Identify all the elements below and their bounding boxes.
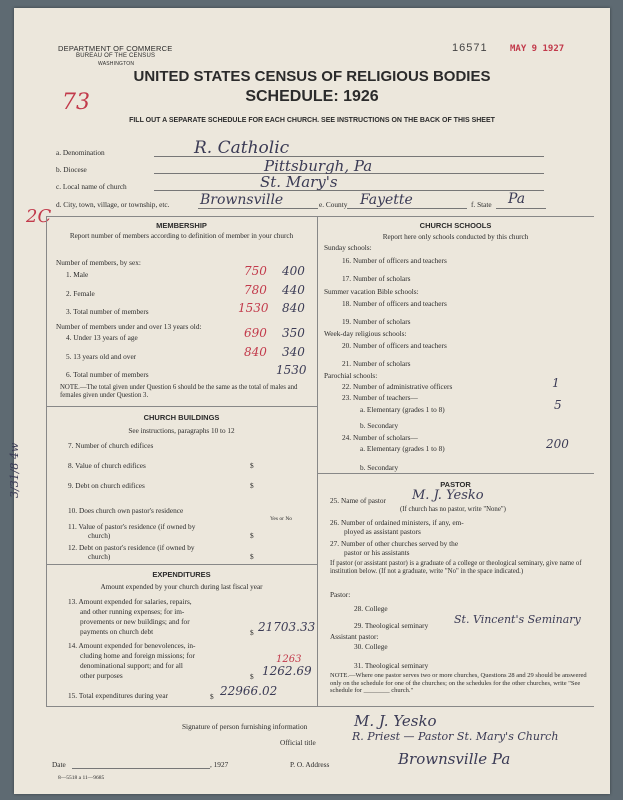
state-value: Pa bbox=[508, 191, 526, 207]
membership-heading: MEMBERSHIP bbox=[156, 221, 207, 230]
q30-label: 30. College bbox=[354, 642, 388, 651]
official-title-value: R. Priest — Pastor St. Mary's Church bbox=[352, 730, 559, 743]
date-year: , 1927 bbox=[210, 760, 229, 769]
schedule-title: SCHEDULE: 1926 bbox=[245, 88, 379, 105]
local-name-label: c. Local name of church bbox=[56, 182, 127, 191]
q20-label: 20. Number of officers and teachers bbox=[342, 341, 447, 350]
graduate-note: If pastor (or assistant pastor) is a graduate of a college or theological seminary, give name of institution below. (If not a graduate, write "No" in the space indicated.) bbox=[330, 560, 582, 575]
q2-value-red: 780 bbox=[244, 283, 267, 297]
q15-label: 15. Total expenditures during year bbox=[68, 691, 169, 700]
q24b-label: b. Secondary bbox=[360, 463, 399, 472]
q6-value: 1530 bbox=[276, 363, 307, 377]
state-label: f. State bbox=[471, 200, 492, 209]
q9-label: 9. Debt on church edifices bbox=[68, 481, 145, 490]
q12-label-2: church) bbox=[88, 552, 111, 561]
q9-dollar: $ bbox=[250, 481, 254, 490]
q10-label: 10. Does church own pastor's residence bbox=[68, 506, 184, 515]
q16-label: 16. Number of officers and teachers bbox=[342, 256, 447, 265]
schools-heading: CHURCH SCHOOLS bbox=[419, 221, 492, 230]
membership-note: NOTE.—The total given under Question 6 should be the same as the total of males and females given under Question 3. bbox=[60, 384, 298, 399]
q31-label: 31. Theological seminary bbox=[354, 661, 429, 670]
q5-label: 5. 13 years old and over bbox=[66, 352, 137, 361]
instruction-line: FILL OUT A SEPARATE SCHEDULE FOR EACH CHURCH. SEE INSTRUCTIONS ON THE BACK OF THIS SHEET bbox=[129, 117, 495, 124]
q13-label-4: payments on church debt bbox=[80, 627, 154, 636]
local-name-value: St. Mary's bbox=[260, 173, 338, 191]
denomination-value: R. Catholic bbox=[194, 138, 290, 158]
county-value: Fayette bbox=[360, 192, 413, 208]
q14-value: 1262.69 bbox=[262, 664, 312, 678]
q12-dollar: $ bbox=[250, 552, 254, 561]
q11-label-2: church) bbox=[88, 531, 111, 540]
q25-value: M. J. Yesko bbox=[412, 488, 484, 503]
q3-label: 3. Total number of members bbox=[66, 307, 149, 316]
q15-dollar: $ bbox=[210, 692, 214, 701]
q22-value: 1 bbox=[552, 376, 560, 390]
q24a-label: a. Elementary (grades 1 to 8) bbox=[360, 444, 445, 453]
q29-value: St. Vincent's Seminary bbox=[454, 613, 581, 626]
q22-label: 22. Number of administrative officers bbox=[342, 382, 453, 391]
q2-value: 440 bbox=[282, 283, 305, 297]
q2-label: 2. Female bbox=[66, 289, 95, 298]
county-label: e. County bbox=[319, 200, 348, 209]
q21-label: 21. Number of scholars bbox=[342, 359, 411, 368]
q14-dollar: $ bbox=[250, 672, 254, 681]
q13-dollar: $ bbox=[250, 628, 254, 637]
q17-label: 17. Number of scholars bbox=[342, 274, 411, 283]
q23-label: 23. Number of teachers— bbox=[342, 393, 418, 402]
q13-value: 21703.33 bbox=[258, 620, 316, 634]
margin-note: 3/31/8 4w bbox=[8, 442, 21, 498]
q26-label: 26. Number of ordained ministers, if any, em- bbox=[330, 518, 464, 527]
q12-label: 12. Debt on pastor's residence (if owned by bbox=[68, 543, 195, 552]
schools-intro: Report here only schools conducted by this church bbox=[382, 233, 529, 241]
q23b-label: b. Secondary bbox=[360, 421, 399, 430]
pastor-sublabel: Pastor: bbox=[330, 590, 351, 599]
assistant-sublabel: Assistant pastor: bbox=[330, 632, 379, 641]
membership-intro: Report number of members according to definition of member in your church bbox=[69, 232, 294, 240]
q4-value: 350 bbox=[282, 326, 305, 340]
q24a-value: 200 bbox=[546, 437, 569, 451]
q6-label: 6. Total number of members bbox=[66, 370, 149, 379]
q13-label-1: 13. Amount expended for salaries, repairs, bbox=[68, 597, 192, 606]
q3-value-red: 1530 bbox=[238, 301, 269, 315]
form-number: 8—5518 a 11—9685 bbox=[58, 775, 105, 781]
q14-label-1: 14. Amount expended for benevolences, in- bbox=[68, 641, 196, 650]
signature-value: M. J. Yesko bbox=[354, 712, 437, 730]
q24-label: 24. Number of scholars— bbox=[342, 433, 418, 442]
schedule-number: 16571 bbox=[452, 42, 488, 54]
q19-label: 19. Number of scholars bbox=[342, 317, 411, 326]
q1-value-red: 750 bbox=[244, 264, 267, 278]
buildings-heading: CHURCH BUILDINGS bbox=[143, 413, 220, 422]
q15-value: 22966.02 bbox=[220, 684, 278, 698]
q5-value-red: 840 bbox=[244, 345, 267, 359]
q14-label-2: cluding home and foreign missions; for bbox=[80, 651, 195, 660]
form-title: UNITED STATES CENSUS OF RELIGIOUS BODIES bbox=[133, 68, 491, 85]
margin-number: 73 bbox=[62, 90, 90, 115]
q3-value: 840 bbox=[282, 301, 305, 315]
q25-label: 25. Name of pastor bbox=[330, 496, 386, 505]
q14-label-4: other purposes bbox=[80, 671, 123, 680]
q23a-label: a. Elementary (grades 1 to 8) bbox=[360, 405, 445, 414]
q29-label: 29. Theological seminary bbox=[354, 621, 429, 630]
yes-no-label: Yes or No bbox=[270, 516, 293, 522]
margin-mark: 2C bbox=[26, 206, 52, 227]
q4-label: 4. Under 13 years of age bbox=[66, 333, 138, 342]
parochial-label: Parochial schools: bbox=[324, 371, 378, 380]
signature-label: Signature of person furnishing information bbox=[182, 722, 308, 731]
q7-label: 7. Number of church edifices bbox=[68, 441, 154, 450]
pastor-note: NOTE.—Where one pastor serves two or more churches, Questions 28 and 29 should be answered only on the schedule for one of the churches; on the schedules for the other churches, write "See schedule for ________ church." bbox=[330, 672, 587, 694]
q27-label-2: pastor or his assistants bbox=[344, 548, 410, 557]
city-label-field: d. City, town, village, or township, etc. bbox=[56, 200, 170, 209]
q8-label: 8. Value of church edifices bbox=[68, 461, 146, 470]
date-label: Date bbox=[52, 760, 66, 769]
city-label: WASHINGTON bbox=[98, 61, 135, 67]
expenditures-sub: Amount expended by your church during last fiscal year bbox=[100, 583, 263, 591]
denomination-label: a. Denomination bbox=[56, 148, 105, 157]
expenditures-heading: EXPENDITURES bbox=[152, 570, 211, 579]
buildings-sub: See instructions, paragraphs 10 to 12 bbox=[128, 427, 235, 435]
q1-value: 400 bbox=[282, 264, 305, 278]
q26-label-2: ployed as assistant pastors bbox=[344, 527, 421, 536]
q18-label: 18. Number of officers and teachers bbox=[342, 299, 447, 308]
q8-dollar: $ bbox=[250, 461, 254, 470]
bureau-label: BUREAU OF THE CENSUS bbox=[76, 53, 156, 59]
q25-note: (If church has no pastor, write "None") bbox=[400, 506, 506, 513]
q14-label-3: denominational support; and for all bbox=[80, 661, 183, 670]
q11-label: 11. Value of pastor's residence (if owned by bbox=[68, 522, 196, 531]
vacation-label: Summer vacation Bible schools: bbox=[324, 287, 419, 296]
q14-value-red: 1263 bbox=[276, 654, 302, 665]
sunday-label: Sunday schools: bbox=[324, 243, 372, 252]
by-sex-label: Number of members, by sex: bbox=[56, 258, 141, 267]
weekday-label: Week-day religious schools: bbox=[324, 329, 407, 338]
q13-label-3: provements or new buildings; and for bbox=[80, 617, 190, 626]
census-schedule-page bbox=[8, 8, 610, 794]
diocese-value: Pittsburgh, Pa bbox=[264, 157, 373, 175]
address-value: Brownsville Pa bbox=[398, 750, 511, 768]
q28-label: 28. College bbox=[354, 604, 388, 613]
q5-value: 340 bbox=[282, 345, 305, 359]
official-title-label: Official title bbox=[280, 738, 316, 747]
q4-value-red: 690 bbox=[244, 326, 267, 340]
age-intro: Number of members under and over 13 years old: bbox=[56, 322, 202, 331]
q13-label-2: and other running expenses; for im- bbox=[80, 607, 185, 616]
q23a-value: 5 bbox=[554, 398, 562, 412]
q11-dollar: $ bbox=[250, 531, 254, 540]
address-label: P. O. Address bbox=[290, 760, 330, 769]
q27-label: 27. Number of other churches served by the bbox=[330, 539, 459, 548]
date-stamp: MAY 9 1927 bbox=[510, 44, 565, 54]
city-value: Brownsville bbox=[200, 192, 284, 208]
pastor-heading: PASTOR bbox=[440, 480, 471, 489]
q1-label: 1. Male bbox=[66, 270, 89, 279]
department-label: DEPARTMENT OF COMMERCE bbox=[58, 44, 173, 53]
diocese-label: b. Diocese bbox=[56, 165, 87, 174]
